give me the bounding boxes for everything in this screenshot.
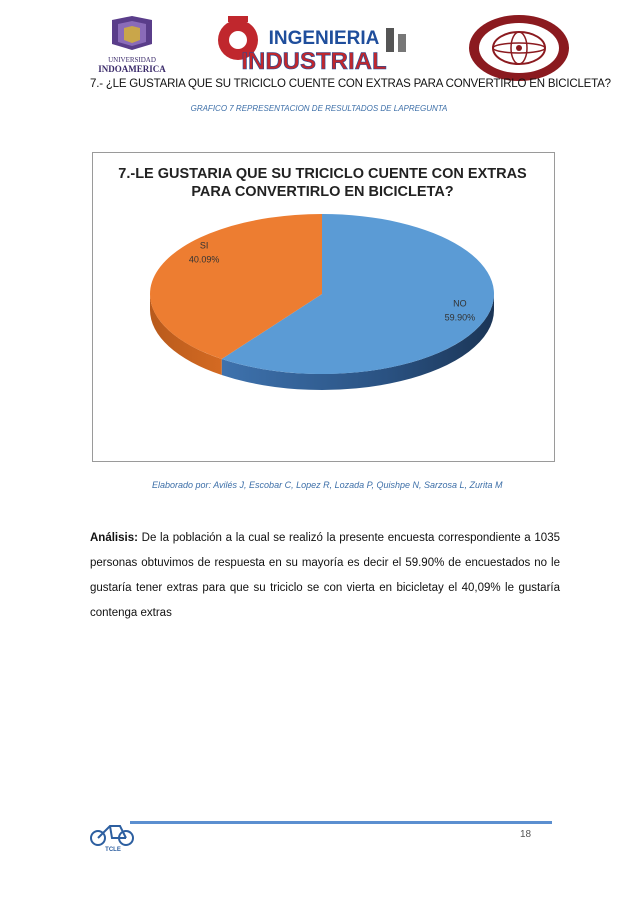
universidad-indoamerica-logo	[82, 14, 182, 76]
logo-center-line2: INDUSTRIAL	[241, 48, 387, 74]
footer-rule	[130, 821, 552, 824]
chart-title-line1: 7.-LE GUSTARIA QUE SU TRICICLO CUENTE CON EXTRAS	[118, 166, 527, 182]
logo-left-line2: INDOAMERICA	[98, 64, 166, 74]
facultad-seal-logo	[466, 14, 572, 82]
page-number: 18	[520, 829, 532, 840]
logo-center-line1: INGENIERIA	[268, 28, 380, 49]
chart-title-line2: PARA CONVERTIRLO EN BICICLETA?	[191, 184, 454, 200]
pie-label-value-no: 59.90%	[444, 312, 476, 323]
footer-logo-text: TCLE	[105, 847, 121, 852]
question-heading: 7.- ¿LE GUSTARIA QUE SU TRICICLO CUENTE CON EXTRAS PARA CONVERTIRLO EN BICICLETA?	[90, 78, 611, 90]
pie-label-category-no: NO	[453, 298, 467, 309]
analysis-label: Análisis:	[90, 532, 138, 544]
pie-label-category-si: SI	[199, 240, 209, 251]
pie-label-value-si: 40.09%	[188, 254, 220, 265]
ingenieria-industrial-logo	[206, 14, 420, 74]
elaborado-por: Elaborado por: Avilés J, Escobar C, Lopez R, Lozada P, Quishpe N, Sarzosa L, Zurita M	[152, 480, 503, 490]
logo-left-line1: UNIVERSIDAD	[108, 56, 156, 64]
analysis-paragraph	[90, 526, 560, 626]
analysis-text: De la población a la cual se realizó la presente encuesta correspondiente a 1035 personas obtuvimos de respuesta en su mayoría es decir el 59.90% de encuestados no le gustaría tener extras para que su triciclo se con vierta en bicicletay el 40,09% le gustaría contenga extras	[90, 532, 560, 619]
pie-chart	[92, 152, 553, 460]
figure-caption: GRAFICO 7 REPRESENTACION DE RESULTADOS DE LAPREGUNTA	[190, 104, 448, 113]
